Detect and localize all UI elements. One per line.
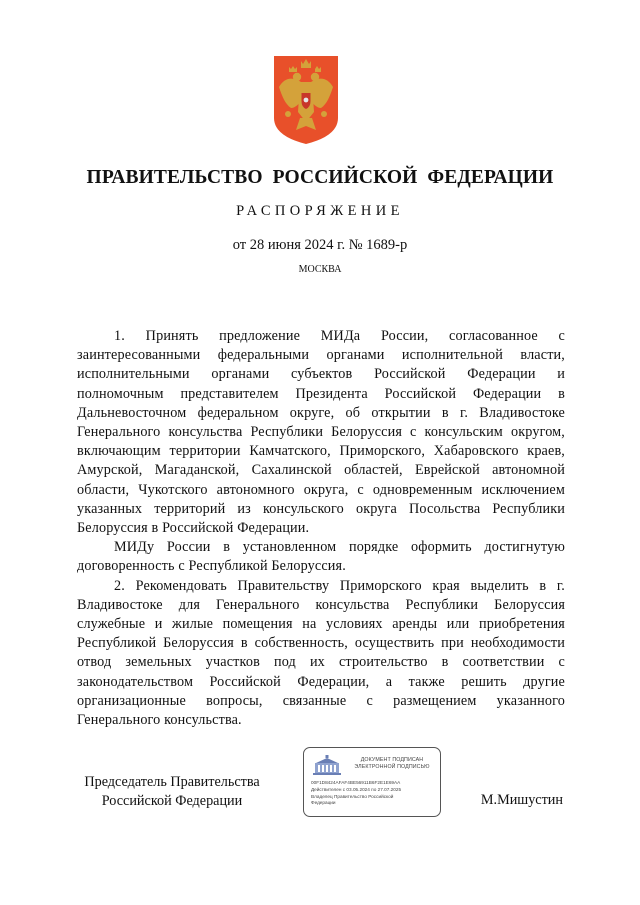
signatory-name: М.Мишустин xyxy=(480,792,563,808)
document-body xyxy=(77,327,565,730)
stamp-certificate: 00F1D8424AFAF4BE56911B6F2E1E69AA xyxy=(311,780,401,785)
government-title: ПРАВИТЕЛЬСТВО РОССИЙСКОЙ ФЕДЕРАЦИИ xyxy=(86,167,554,188)
stamp-owner-line2: Федерации xyxy=(311,800,336,805)
document-city: МОСКВА xyxy=(298,264,342,275)
signatory-title-line2: Российской Федерации xyxy=(101,793,243,809)
electronic-signature-stamp xyxy=(303,747,441,817)
government-building-icon xyxy=(312,755,342,775)
signatory-title-line1: Председатель Правительства xyxy=(84,774,260,790)
signatory-title xyxy=(77,773,267,811)
stamp-header-line2: ЭЛЕКТРОННОЙ ПОДПИСЬЮ xyxy=(354,764,430,770)
stamp-header-line1: ДОКУМЕНТ ПОДПИСАН xyxy=(360,757,424,763)
russian-coat-of-arms-icon xyxy=(274,56,338,144)
paragraph-3: 2. Рекомендовать Правительству Приморского края выделить в г. Владивостоке для Генерального консульства Республики Белоруссия служебные и жилые помещения на условиях аренды или приобретения Республикой Белоруссия в собственность, осуществить при необходимости отвод земельных участков под их строительство в соответствии с законодательством Российской Федерации, а также решить другие организационные вопросы, связанные с размещением указанного Генерального консульства. xyxy=(77,577,565,729)
stamp-header xyxy=(348,757,436,771)
document-type: РАСПОРЯЖЕНИЕ xyxy=(236,203,404,219)
paragraph-2: МИДу России в установленном порядке оформить достигнутую договоренность с Республикой Белоруссия. xyxy=(77,539,565,575)
document-date-number: от 28 июня 2024 г. № 1689-р xyxy=(232,237,408,253)
paragraph-1: 1. Принять предложение МИДа России, согласованное с заинтересованными федеральными органами исполнительной власти, исполнительными органами субъектов Российской Федерации и полномочным представителем Президента Российской Федерации в Дальневосточном федеральном округе, об открытии в г. Владивостоке Генерального консульства Республики Белоруссия с консульским округом, включающим территории Камчатского, Приморского, Хабаровского краев, Амурской, Магаданской, Сахалинской областей, Еврейской автономной области, Чукотского автономного округа, с одновременным исключением указанных территорий из консульского округа Посольства Республики Белоруссия в Российской Федерации. xyxy=(77,328,565,537)
stamp-validity: Действителен с 03.05.2024 по 27.07.2025 xyxy=(311,787,402,792)
stamp-owner-line1: Владелец Правительство Российской xyxy=(311,794,394,799)
